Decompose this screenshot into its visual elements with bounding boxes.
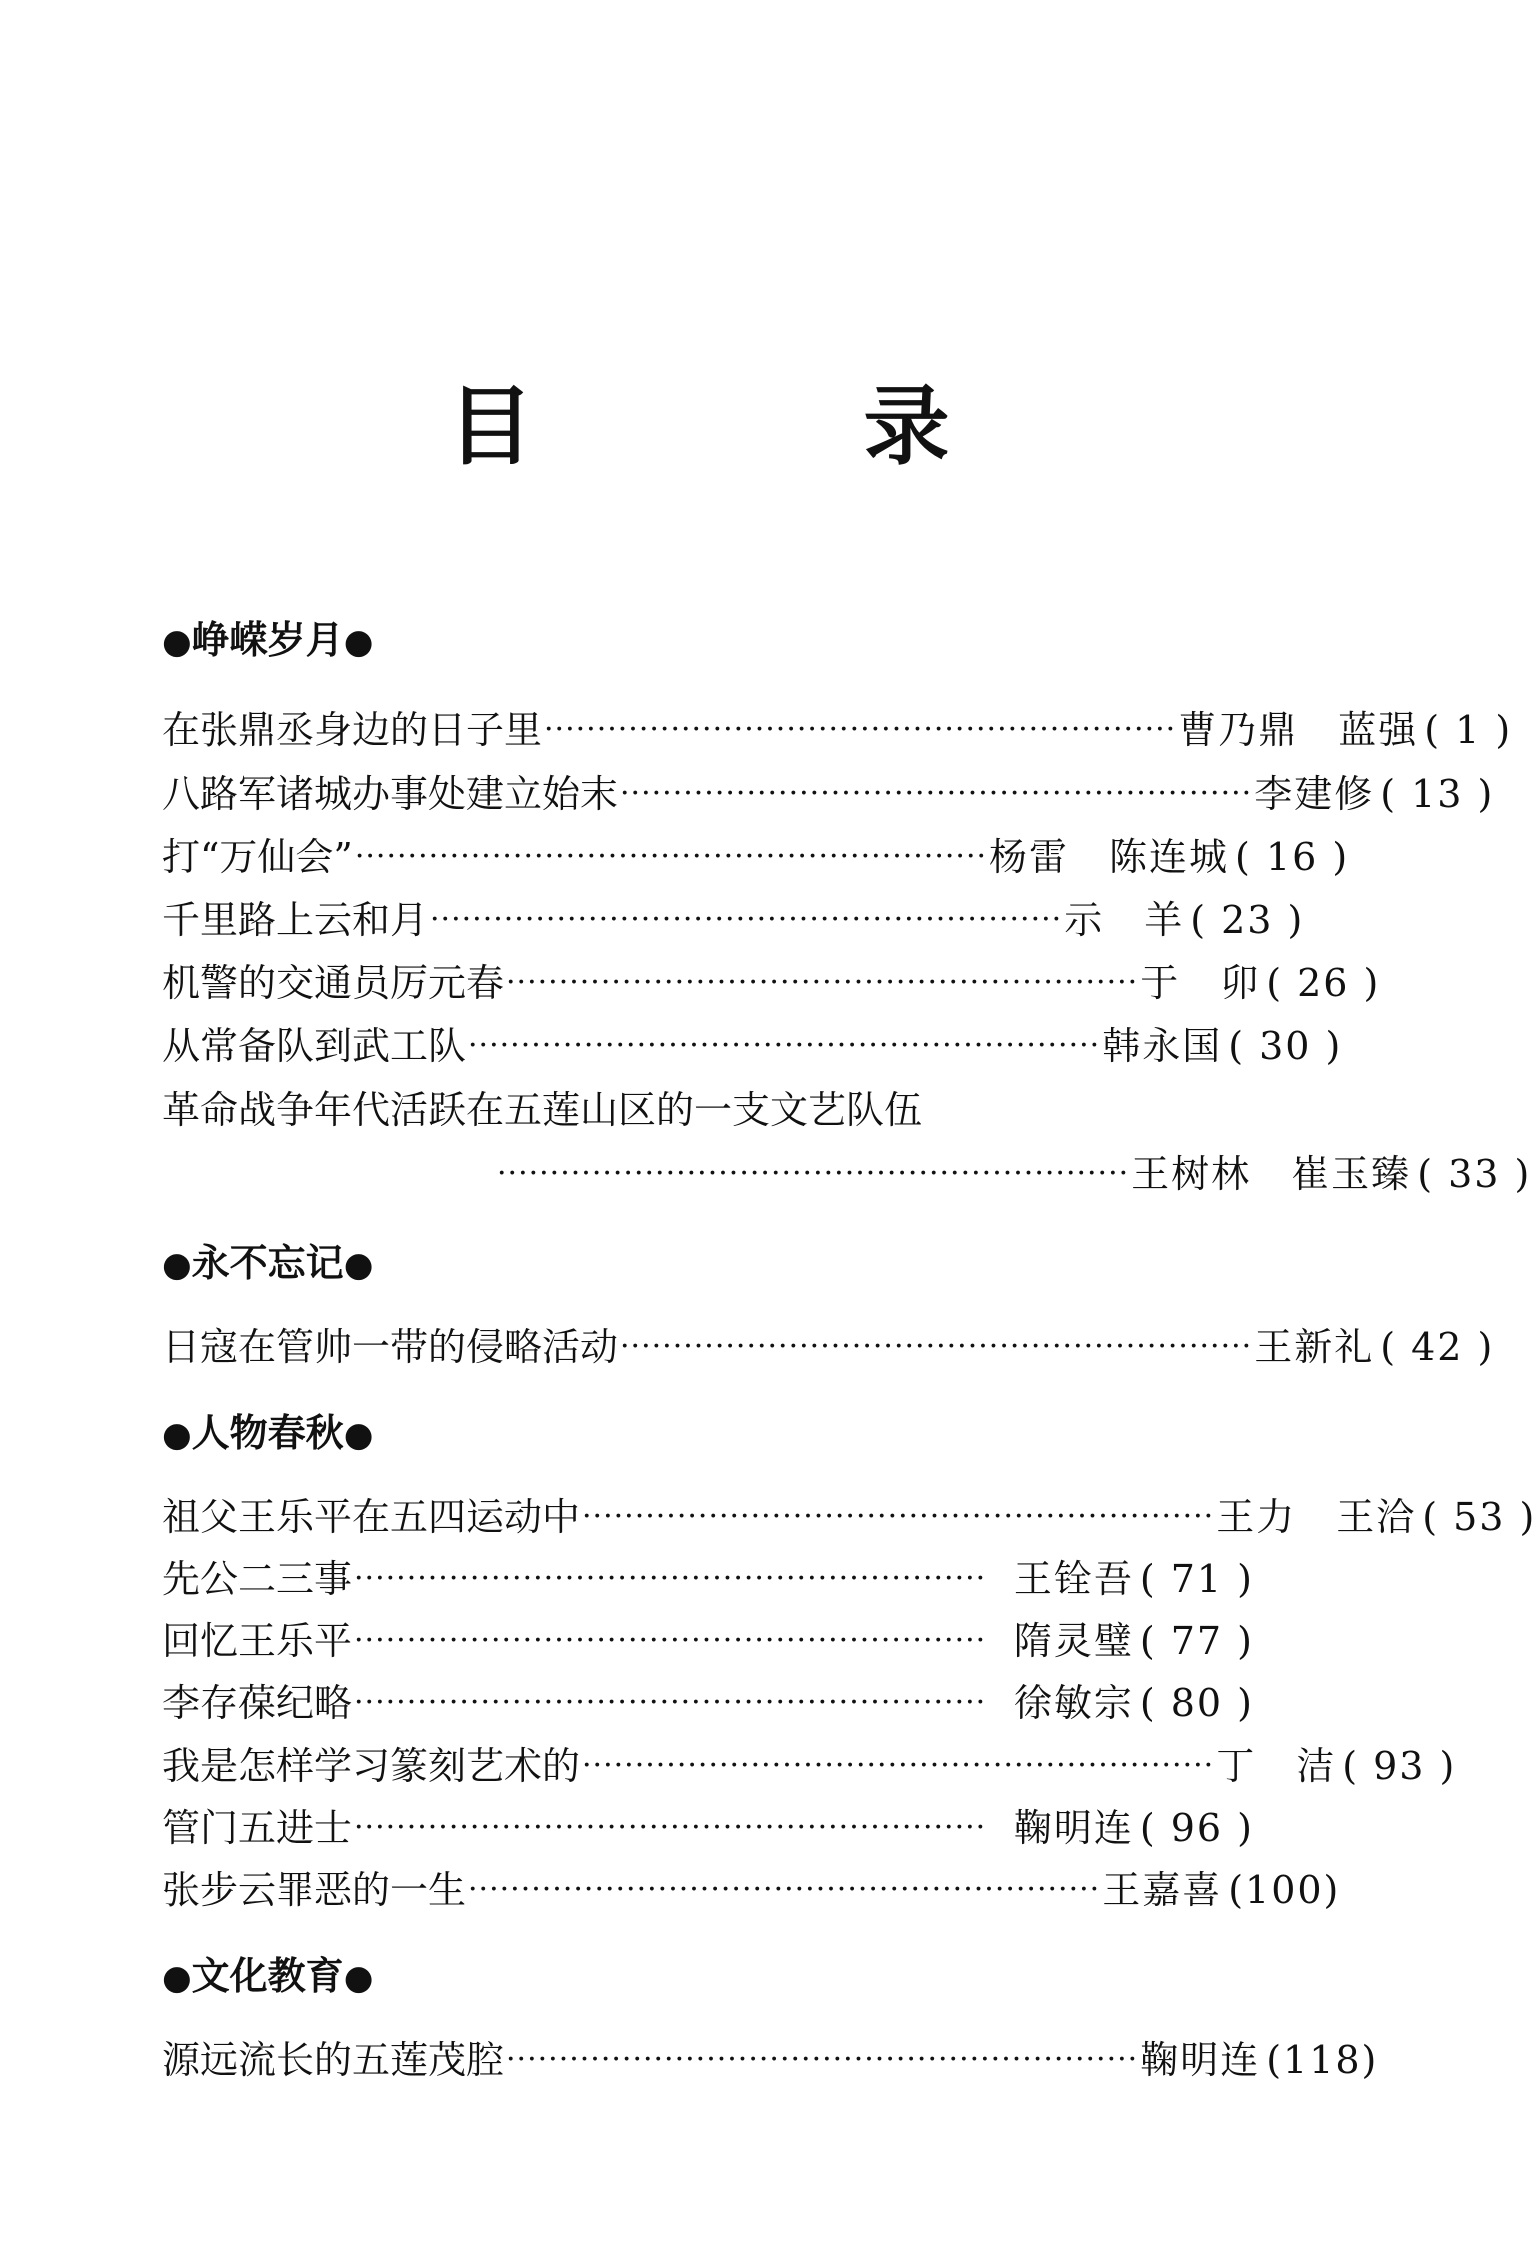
bullet-icon: ● (343, 1245, 374, 1285)
bullet-icon: ● (162, 1958, 192, 1998)
dot-leader: ···························································· (620, 1329, 1253, 1364)
bullet-icon: ● (343, 622, 374, 662)
dot-leader: ···························································· (468, 1872, 1101, 1907)
dot-leader: ···························································· (354, 1810, 987, 1845)
toc-entry-continuation[interactable]: ···························································· 王树林 崔玉臻 ( 33 ) (495, 1143, 1254, 1199)
dot-leader: ···························································· (430, 902, 1063, 937)
dot-leader: ···························································· (506, 2042, 1139, 2077)
toc-entry[interactable]: 先公二三事 ···························································· 王铨吾 ( 71 ) (162, 1548, 1254, 1604)
dot-leader: ···························································· (354, 839, 988, 874)
dot-leader: ···························································· (354, 1561, 987, 1596)
toc-entry[interactable]: 张步云罪恶的一生 ···························································· 王嘉喜 (100) (162, 1859, 1254, 1915)
bullet-icon: ● (162, 1415, 192, 1455)
section-heading-3: ●人物春秋● (162, 1411, 374, 1455)
dot-leader: ···························································· (582, 1748, 1215, 1783)
dot-leader: ···························································· (468, 1028, 1101, 1063)
toc-entry[interactable]: 千里路上云和月 ···························································· 示 羊 ( 23 ) (162, 889, 1254, 945)
dot-leader: ···························································· (620, 776, 1253, 811)
dot-leader: ···························································· (506, 965, 1139, 1000)
dot-leader: ···························································· (544, 712, 1177, 747)
toc-entry[interactable]: 源远流长的五莲茂腔 ···························································· 鞠明连 (118) (162, 2029, 1254, 2085)
toc-entry[interactable]: 回忆王乐平 ···························································· 隋灵璧 ( 77 ) (162, 1610, 1254, 1666)
toc-entry[interactable]: 祖父王乐平在五四运动中 ···························································· 王力 王洽 ( 53 ) (162, 1486, 1254, 1542)
toc-entry[interactable]: 我是怎样学习篆刻艺术的 ···························································· 丁 洁 ( 93 ) (162, 1735, 1254, 1791)
toc-entry-title-line[interactable]: 革命战争年代活跃在五莲山区的一支文艺队伍 (162, 1088, 923, 1132)
dot-leader: ···························································· (354, 1623, 987, 1658)
page-title: 目 录 (447, 377, 1100, 477)
bullet-icon: ● (343, 1958, 374, 1998)
dot-leader: ···························································· (354, 1685, 987, 1720)
toc-entry[interactable]: 机警的交通员厉元春 ···························································· 于 卯 ( 26 ) (162, 952, 1254, 1008)
section-heading-1: ●峥嵘岁月● (162, 618, 374, 662)
bullet-icon: ● (162, 1245, 192, 1285)
toc-entry[interactable]: 日寇在管帅一带的侵略活动 ···························································· 王新礼 ( 42 ) (162, 1316, 1254, 1372)
toc-entry[interactable]: 从常备队到武工队 ···························································· 韩永国 ( 30 ) (162, 1015, 1254, 1071)
section-heading-4: ●文化教育● (162, 1954, 374, 1998)
toc-entry[interactable]: 在张鼎丞身边的日子里 ···························································· 曹乃鼎 蓝强 ( 1 ) (162, 699, 1254, 755)
toc-entry[interactable]: 管门五进士 ···························································· 鞠明连 ( 96 ) (162, 1797, 1254, 1853)
bullet-icon: ● (343, 1415, 374, 1455)
bullet-icon: ● (162, 622, 192, 662)
dot-leader: ···························································· (582, 1499, 1215, 1534)
toc-entry[interactable]: 打“万仙会” ···························································· 杨雷 陈连城 ( 16 ) (162, 826, 1254, 882)
section-heading-2: ●永不忘记● (162, 1241, 374, 1285)
toc-entry[interactable]: 李存葆纪略 ···························································· 徐敏宗 ( 80 ) (162, 1672, 1254, 1728)
toc-entry[interactable]: 八路军诸城办事处建立始末 ···························································· 李建修 ( 13 ) (162, 763, 1254, 819)
dot-leader: ···························································· (497, 1156, 1130, 1191)
